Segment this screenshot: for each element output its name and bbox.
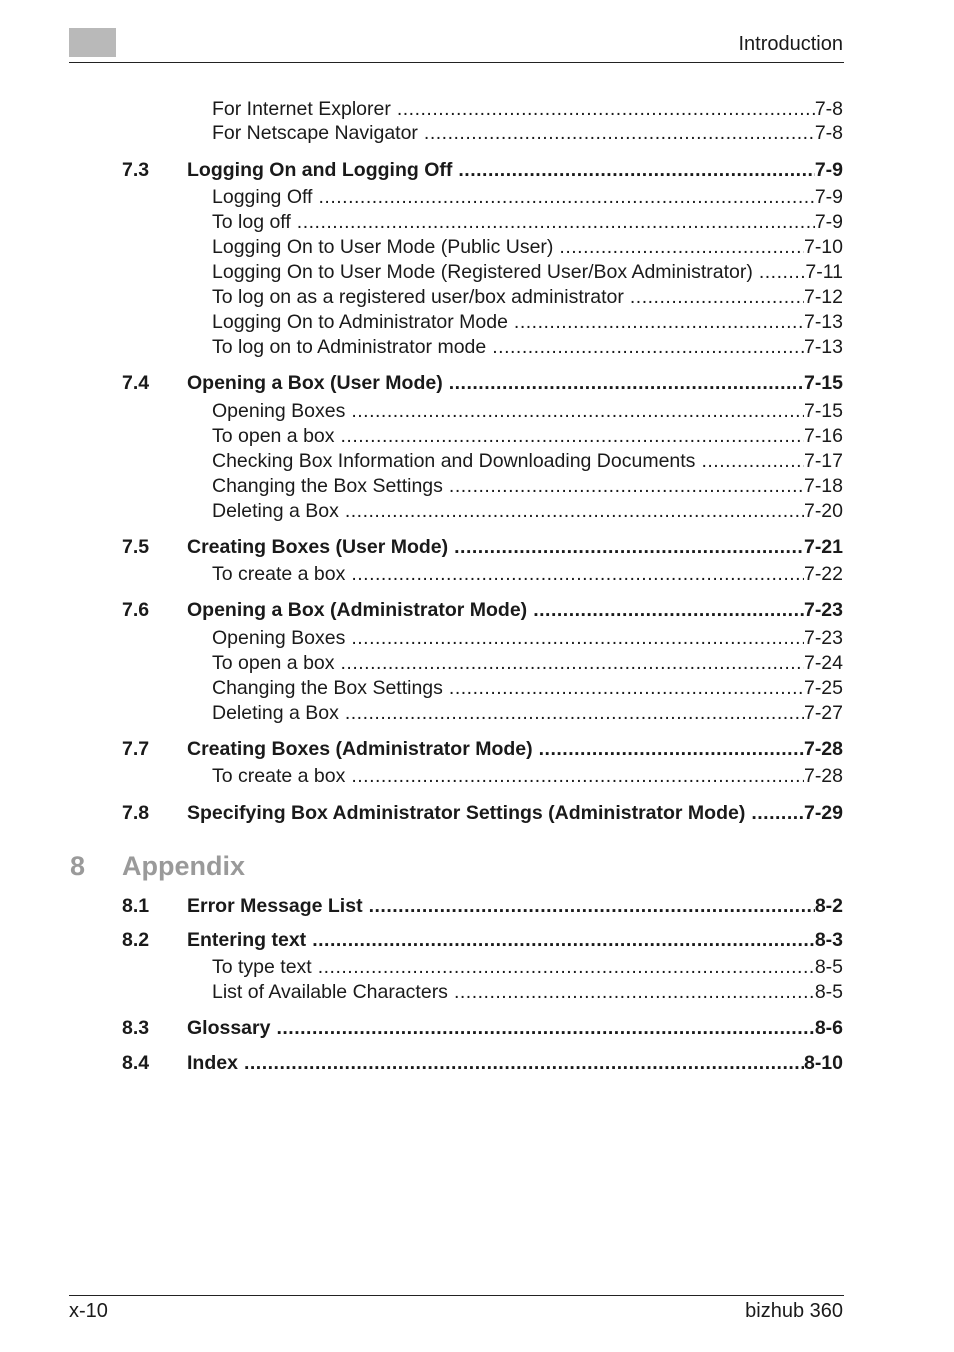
toc-page-number: 8-5 xyxy=(814,981,843,1003)
toc-page-number: 7-16 xyxy=(803,425,843,447)
toc-section-number: 7.3 xyxy=(122,159,150,181)
toc-section-entry[interactable] xyxy=(187,801,843,825)
toc-page-number: 7-15 xyxy=(803,400,843,422)
toc-dot-leader xyxy=(759,260,806,284)
toc-entry-title: Opening Boxes xyxy=(212,400,346,422)
toc-page-number: 7-22 xyxy=(803,563,843,585)
toc-subentry[interactable] xyxy=(212,651,843,675)
toc-section-entry[interactable] xyxy=(187,598,843,622)
toc-entry-title: List of Available Characters xyxy=(212,981,448,1003)
toc-subentry[interactable] xyxy=(212,955,843,979)
toc-entry-title: To log on as a registered user/box administrator xyxy=(212,286,624,308)
toc-page-number: 7-8 xyxy=(814,98,843,120)
toc-page-number: 7-8 xyxy=(814,122,843,144)
toc-entry-title: Changing the Box Settings xyxy=(212,475,443,497)
toc-page-number: 7-27 xyxy=(803,702,843,724)
toc-entry-title: Changing the Box Settings xyxy=(212,677,443,699)
toc-dot-leader xyxy=(345,701,804,725)
toc-dot-leader xyxy=(533,598,804,622)
toc-subentry[interactable] xyxy=(212,562,843,586)
toc-entry-title: Creating Boxes (User Mode) xyxy=(187,536,449,558)
toc-subentry[interactable] xyxy=(212,310,843,334)
toc-entry-title: Logging On to User Mode (Registered User/Box Administrator) xyxy=(212,261,753,283)
toc-page-number: 7-20 xyxy=(803,500,843,522)
toc-dot-leader xyxy=(341,424,804,448)
toc-subentry[interactable] xyxy=(212,676,843,700)
toc-page-number: 7-15 xyxy=(803,372,843,394)
toc-subentry[interactable] xyxy=(212,424,843,448)
toc-entry-title: To log on to Administrator mode xyxy=(212,336,487,358)
toc-dot-leader xyxy=(297,210,815,234)
footer-page-number: x-10 xyxy=(69,1300,108,1322)
toc-dot-leader xyxy=(424,121,815,145)
toc-dot-leader xyxy=(369,894,815,918)
toc-section-number: 8.1 xyxy=(122,895,150,917)
header-color-block xyxy=(69,28,116,57)
toc-dot-leader xyxy=(449,474,804,498)
toc-subentry[interactable] xyxy=(212,235,843,259)
toc-subentry[interactable] xyxy=(212,399,843,423)
toc-entry-title: For Internet Explorer xyxy=(212,98,391,120)
toc-dot-leader xyxy=(276,1016,814,1040)
toc-entry-title: To create a box xyxy=(212,765,346,787)
toc-subentry[interactable] xyxy=(212,335,843,359)
toc-dot-leader xyxy=(630,285,804,309)
toc-section-entry[interactable] xyxy=(187,894,843,918)
toc-dot-leader xyxy=(351,399,804,423)
toc-page-number: 7-29 xyxy=(803,802,843,824)
toc-dot-leader xyxy=(492,335,804,359)
toc-page-number: 8-5 xyxy=(814,956,843,978)
toc-dot-leader xyxy=(318,955,815,979)
toc-dot-leader xyxy=(351,562,804,586)
toc-page-number: 7-25 xyxy=(803,677,843,699)
toc-dot-leader xyxy=(701,449,804,473)
toc-dot-leader xyxy=(351,626,804,650)
toc-entry-title: Entering text xyxy=(187,929,307,951)
running-header-title: Introduction xyxy=(738,33,843,55)
toc-entry-title: Opening a Box (Administrator Mode) xyxy=(187,599,528,621)
toc-section-entry[interactable] xyxy=(187,1051,843,1075)
toc-dot-leader xyxy=(449,371,804,395)
toc-section-entry[interactable] xyxy=(187,737,843,761)
toc-page-number: 8-6 xyxy=(814,1017,843,1039)
toc-page-number: 8-3 xyxy=(814,929,843,951)
toc-page-number: 7-12 xyxy=(803,286,843,308)
toc-page-number: 7-9 xyxy=(814,211,843,233)
toc-subentry[interactable] xyxy=(212,980,843,1004)
chapter-title: Appendix xyxy=(122,851,246,881)
footer-rule xyxy=(69,1295,844,1296)
toc-section-entry[interactable] xyxy=(187,371,843,395)
toc-section-number: 7.5 xyxy=(122,536,150,558)
toc-page-number: 7-9 xyxy=(814,159,843,181)
chapter-number: 8 xyxy=(70,851,86,881)
toc-page-number: 7-24 xyxy=(803,652,843,674)
toc-dot-leader xyxy=(312,928,815,952)
toc-entry-title: Deleting a Box xyxy=(212,500,339,522)
toc-dot-leader xyxy=(458,158,814,182)
toc-dot-leader xyxy=(397,97,815,121)
toc-dot-leader xyxy=(514,310,804,334)
toc-section-number: 8.2 xyxy=(122,929,150,951)
toc-entry-title: Logging Off xyxy=(212,186,313,208)
toc-entry-title: Index xyxy=(187,1052,238,1074)
toc-page-number: 7-11 xyxy=(805,261,843,283)
toc-subentry[interactable] xyxy=(212,764,843,788)
toc-dot-leader xyxy=(559,235,804,259)
toc-page-number: 7-28 xyxy=(803,738,843,760)
toc-subentry[interactable] xyxy=(212,449,843,473)
toc-entry-title: Deleting a Box xyxy=(212,702,339,724)
toc-page-number: 7-13 xyxy=(803,311,843,333)
toc-entry-title: Logging On and Logging Off xyxy=(187,159,453,181)
toc-entry-title: Logging On to User Mode (Public User) xyxy=(212,236,554,258)
toc-subentry[interactable] xyxy=(212,474,843,498)
toc-page-number: 7-23 xyxy=(803,627,843,649)
toc-dot-leader xyxy=(539,737,804,761)
toc-page-number: 8-10 xyxy=(803,1052,843,1074)
toc-entry-title: Glossary xyxy=(187,1017,271,1039)
toc-dot-leader xyxy=(345,499,804,523)
footer-product-name: bizhub 360 xyxy=(745,1300,843,1322)
toc-subentry[interactable] xyxy=(212,260,843,284)
toc-entry-title: Error Message List xyxy=(187,895,363,917)
toc-section-number: 8.3 xyxy=(122,1017,150,1039)
toc-section-entry[interactable] xyxy=(187,928,843,952)
toc-page-number: 7-28 xyxy=(803,765,843,787)
toc-entry-title: To create a box xyxy=(212,563,346,585)
header-rule xyxy=(69,62,844,63)
toc-entry-title: For Netscape Navigator xyxy=(212,122,418,144)
toc-section-number: 7.7 xyxy=(122,738,150,760)
toc-entry-title: Creating Boxes (Administrator Mode) xyxy=(187,738,533,760)
toc-section-number: 8.4 xyxy=(122,1052,150,1074)
toc-subentry[interactable] xyxy=(212,499,843,523)
toc-page-number: 7-18 xyxy=(803,475,843,497)
toc-entry-title: To open a box xyxy=(212,652,335,674)
toc-entry-title: Opening Boxes xyxy=(212,627,346,649)
toc-entry-title: To log off xyxy=(212,211,291,233)
toc-page-number: 7-23 xyxy=(803,599,843,621)
toc-dot-leader xyxy=(318,185,814,209)
toc-page-number: 8-2 xyxy=(814,895,843,917)
toc-section-number: 7.4 xyxy=(122,372,150,394)
toc-section-entry[interactable] xyxy=(187,1016,843,1040)
toc-dot-leader xyxy=(454,535,804,559)
toc-entry-title: Checking Box Information and Downloading Documents xyxy=(212,450,696,472)
toc-entry-title: To type text xyxy=(212,956,312,978)
toc-entry-title: Logging On to Administrator Mode xyxy=(212,311,508,333)
toc-subentry[interactable] xyxy=(212,626,843,650)
toc-entry-title: To open a box xyxy=(212,425,335,447)
toc-page-number: 7-17 xyxy=(803,450,843,472)
toc-dot-leader xyxy=(351,764,804,788)
toc-entry-title: Opening a Box (User Mode) xyxy=(187,372,443,394)
toc-dot-leader xyxy=(751,801,804,825)
toc-subentry[interactable] xyxy=(212,210,843,234)
toc-subentry[interactable] xyxy=(212,185,843,209)
toc-dot-leader xyxy=(244,1051,804,1075)
toc-section-number: 7.6 xyxy=(122,599,150,621)
toc-page-number: 7-9 xyxy=(814,186,843,208)
toc-dot-leader xyxy=(449,676,804,700)
toc-section-number: 7.8 xyxy=(122,802,150,824)
toc-subentry[interactable] xyxy=(212,285,843,309)
toc-subentry[interactable] xyxy=(212,121,843,145)
toc-subentry[interactable] xyxy=(212,97,843,121)
toc-page-number: 7-21 xyxy=(803,536,843,558)
toc-page-number: 7-13 xyxy=(803,336,843,358)
toc-dot-leader xyxy=(454,980,815,1004)
toc-section-entry[interactable] xyxy=(187,158,843,182)
toc-section-entry[interactable] xyxy=(187,535,843,559)
toc-page-number: 7-10 xyxy=(803,236,843,258)
toc-subentry[interactable] xyxy=(212,701,843,725)
toc-dot-leader xyxy=(341,651,804,675)
toc-entry-title: Specifying Box Administrator Settings (Administrator Mode) xyxy=(187,802,746,824)
